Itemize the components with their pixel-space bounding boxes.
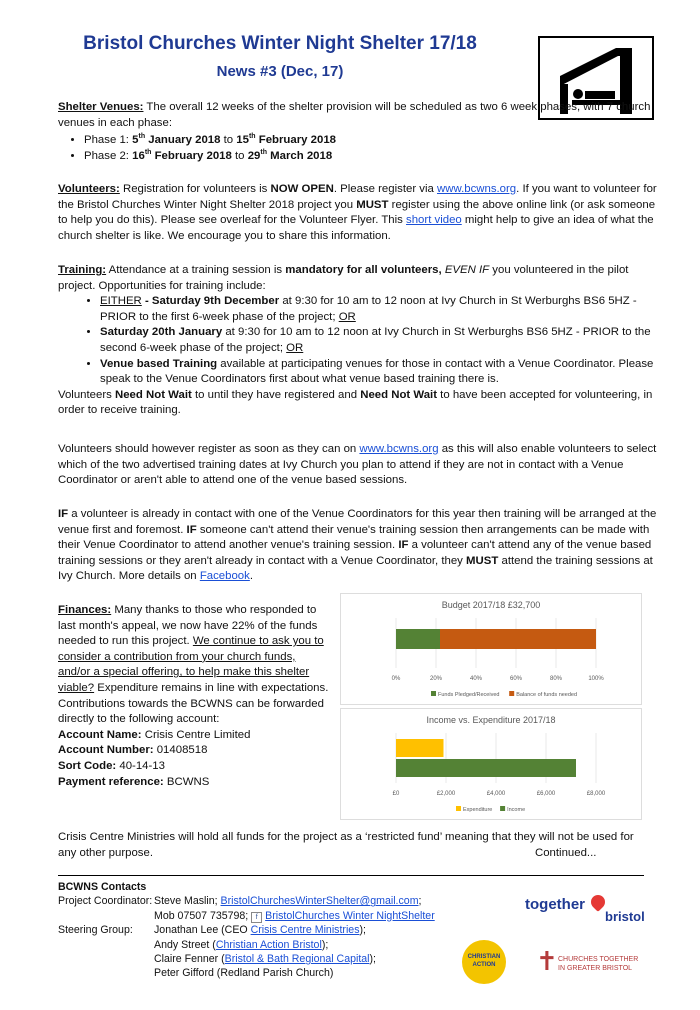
churches-together-logo: ✝ CHURCHES TOGETHER IN GREATER BRISTOL <box>536 946 639 976</box>
legend-swatch <box>431 691 436 696</box>
venues-intro: The overall 12 weeks of the shelter provision will be scheduled as two 6 week phases, with 7 church venues in each phase: <box>58 101 651 129</box>
tick-label: £4,000 <box>486 791 506 797</box>
venues-heading: Shelter Venues: <box>58 101 144 113</box>
project-coordinator-row: Project Coordinator: Steve Maslin; BristolChurchesWinterShelter@gmail.com; <box>58 895 422 908</box>
payment-reference: Payment reference: BCWNS <box>58 775 210 788</box>
facebook-icon: f <box>251 912 262 923</box>
phase-1: • Phase 1: 5th January 2018 to 15th February 2018 <box>84 133 658 149</box>
cross-icon: ✝ <box>536 946 558 976</box>
training-option-2: • Saturday 20th January at 9:30 for 10 am to 12 noon at Ivy Church in St Werburghs BS6 5HZ - PRIOR to the second 6-week phase of the project; OR <box>100 325 658 356</box>
closing-paragraph: Crisis Centre Ministries will hold all funds for the project as a ‘restricted fund’ meaning that they will not be used for any other purpose. <box>58 831 634 859</box>
crisis-centre-link[interactable]: Crisis Centre Ministries <box>250 924 360 937</box>
bar <box>396 629 440 649</box>
bcwns-link-2[interactable]: www.bcwns.org <box>359 443 439 455</box>
steering-group-row: Steering Group: Jonathan Lee (CEO Crisis Centre Ministries); <box>58 924 366 937</box>
legend-entry: Expenditure <box>463 807 493 813</box>
budget-chart <box>340 593 642 705</box>
short-video-link[interactable]: short video <box>406 214 462 227</box>
tick-label: 20% <box>429 676 443 682</box>
chart-title: Budget 2017/18 £32,700 <box>441 600 541 610</box>
regional-capital-link[interactable]: Bristol & Bath Regional Capital <box>224 953 370 966</box>
contacts-heading: BCWNS Contacts <box>58 881 147 893</box>
register-paragraph: Volunteers should however register as soon as they can on www.bcwns.org as this will also enable volunteers to select which of the two advertised training dates at Ivy Church you plan to attend if they are not in contact with a Venue Coordinator or aren't able to attend one of the venue based sessions. <box>58 443 657 487</box>
tick-label: £6,000 <box>536 791 556 797</box>
training-heading: Training: <box>58 264 107 276</box>
legend-entry: Income <box>507 807 526 813</box>
training-option-1: • EITHER - Saturday 9th December at 9:30 for 10 am to 12 noon at Ivy Church in St Werburghs BS6 5HZ - PRIOR to the first 6-week phase of the project; OR <box>100 294 658 325</box>
bar <box>396 739 444 757</box>
need-not-wait: Volunteers Need Not Wait to until they have registered and Need Not Wait to have been accepted for volunteering, in order to receive training. <box>58 388 653 417</box>
legend-entry: Funds Pledged/Received <box>438 692 500 698</box>
volunteers-heading: Volunteers: <box>58 183 120 195</box>
bcwns-link[interactable]: www.bcwns.org <box>437 183 517 195</box>
tick-label: £8,000 <box>586 791 606 797</box>
finances-section: Finances: Many thanks to those who responded to last month's appeal, we now have 22% of the funds needed to run this project. We continue to ask you to consider a contribution from your church funds, and/or a special offering, to help make this shelter viable? Expenditure remains in line with expectations. Contributions towards the BCWNS can be forwarded directly to the following account: Account Name: Crisis Centre Limited Account Number: 01408518 Sort Code: 40-14-13 Payment reference: BCWNS <box>58 603 330 790</box>
bar <box>396 759 576 777</box>
account-number: Account Number: 01408518 <box>58 744 208 757</box>
tick-label: 100% <box>588 676 604 682</box>
email-link[interactable]: BristolChurchesWinterShelter@gmail.com <box>220 895 419 908</box>
finances-heading: Finances: <box>58 604 112 616</box>
volunteers-section: Volunteers: Registration for volunteers is NOW OPEN. Please register via www.bcwns.org. If you want to volunteer for the Bristol Churches Winter Night Shelter 2018 project you MUST register using the above online link (or ask someone to help you do this). Please see overleaf for the Volunteer Flyer. This short video might help to give an idea of what the church shelter is like. We encourage you to share this information. <box>58 183 657 242</box>
page-subtitle: News #3 (Dec, 17) <box>216 63 344 80</box>
training-section: Training: Attendance at a training session is mandatory for all volunteers, EVEN IF you volunteered in the pilot project. Opportunities for training include: • EITHER - Saturday 9th December at 9:30 for 10 am to 12 noon at Ivy Church in St Werburghs BS6 5HZ - PRIOR to the first 6-week phase of the project; OR • Saturday 20th January at 9:30 for 10 am to 12 noon at Ivy Church in St Werburghs BS6 5HZ - PRIOR to the second 6-week phase of the project; OR • Venue based Training available at participating venues for those in contact with a Venue Coordinator. Please speak to the Venue Coordinators first about what venue based training there is. Volunteers Need Not Wait to until they have registered and Need Not Wait to have been accepted for volunteering, in order to receive training. <box>58 263 658 419</box>
facebook-page-link[interactable]: BristolChurches Winter NightShelter <box>265 909 435 922</box>
tick-label: 60% <box>509 676 523 682</box>
chart-title: Income vs. Expenditure 2017/18 <box>426 715 556 725</box>
together-bristol-logo: together bristol <box>525 895 650 929</box>
mobile-row: Mob 07507 735798; f BristolChurches Winter NightShelter <box>154 909 435 922</box>
tick-label: 0% <box>391 676 401 682</box>
legend-swatch <box>500 806 505 811</box>
legend-entry: Balance of funds needed <box>516 692 578 698</box>
tick-label: £2,000 <box>436 791 456 797</box>
legend-swatch <box>509 691 514 696</box>
continued-label: Continued... <box>535 847 597 859</box>
bar <box>440 629 596 649</box>
phase-2: • Phase 2: 16th February 2018 to 29th March 2018 <box>84 149 658 165</box>
divider <box>58 875 644 876</box>
page-title: Bristol Churches Winter Night Shelter 17/18 <box>83 33 477 54</box>
account-name: Account Name: Crisis Centre Limited <box>58 728 251 741</box>
if-paragraph: IF a volunteer is already in contact with one of the Venue Coordinators for this year then training will be arranged at the venue first and foremost. IF someone can't attend their venue's training session then arrangements can be made with their Venue Coordinator to attend another venue's training session. IF a volunteer can't attend any of the venue based training sessions or they aren't already in contact with a Venue Coordinator, they MUST attend the training sessions at Ivy Church. More details on Facebook. <box>58 508 657 583</box>
christian-action-link[interactable]: Christian Action Bristol <box>215 938 322 951</box>
contacts-section: BCWNS Contacts Project Coordinator: Steve Maslin; BristolChurchesWinterShelter@gmail.com; Mob 07507 735798; f BristolChurches Winter NightShelter Steering Group: Jonathan Lee (CEO Crisis Centre Ministries); Andy Street (Christian Action Bristol); Claire Fenner (Bristol & Bath Regional Capital); Peter Gifford (Redland Parish Church) <box>58 880 658 981</box>
venues-section <box>58 100 658 164</box>
income-expenditure-chart <box>340 708 642 820</box>
facebook-link[interactable]: Facebook <box>199 570 250 583</box>
legend-swatch <box>456 806 461 811</box>
tick-label: 40% <box>469 676 483 682</box>
training-option-3: • Venue based Training available at participating venues for those in contact with a Venue Coordinator. Please speak to the Venue Coordinators first about what venue based training there is. <box>100 357 658 388</box>
sort-code: Sort Code: 40-14-13 <box>58 759 165 772</box>
tick-label: 80% <box>549 676 563 682</box>
christian-action-logo: CHRISTIAN ACTION <box>462 940 506 984</box>
tick-label: £0 <box>392 791 400 797</box>
